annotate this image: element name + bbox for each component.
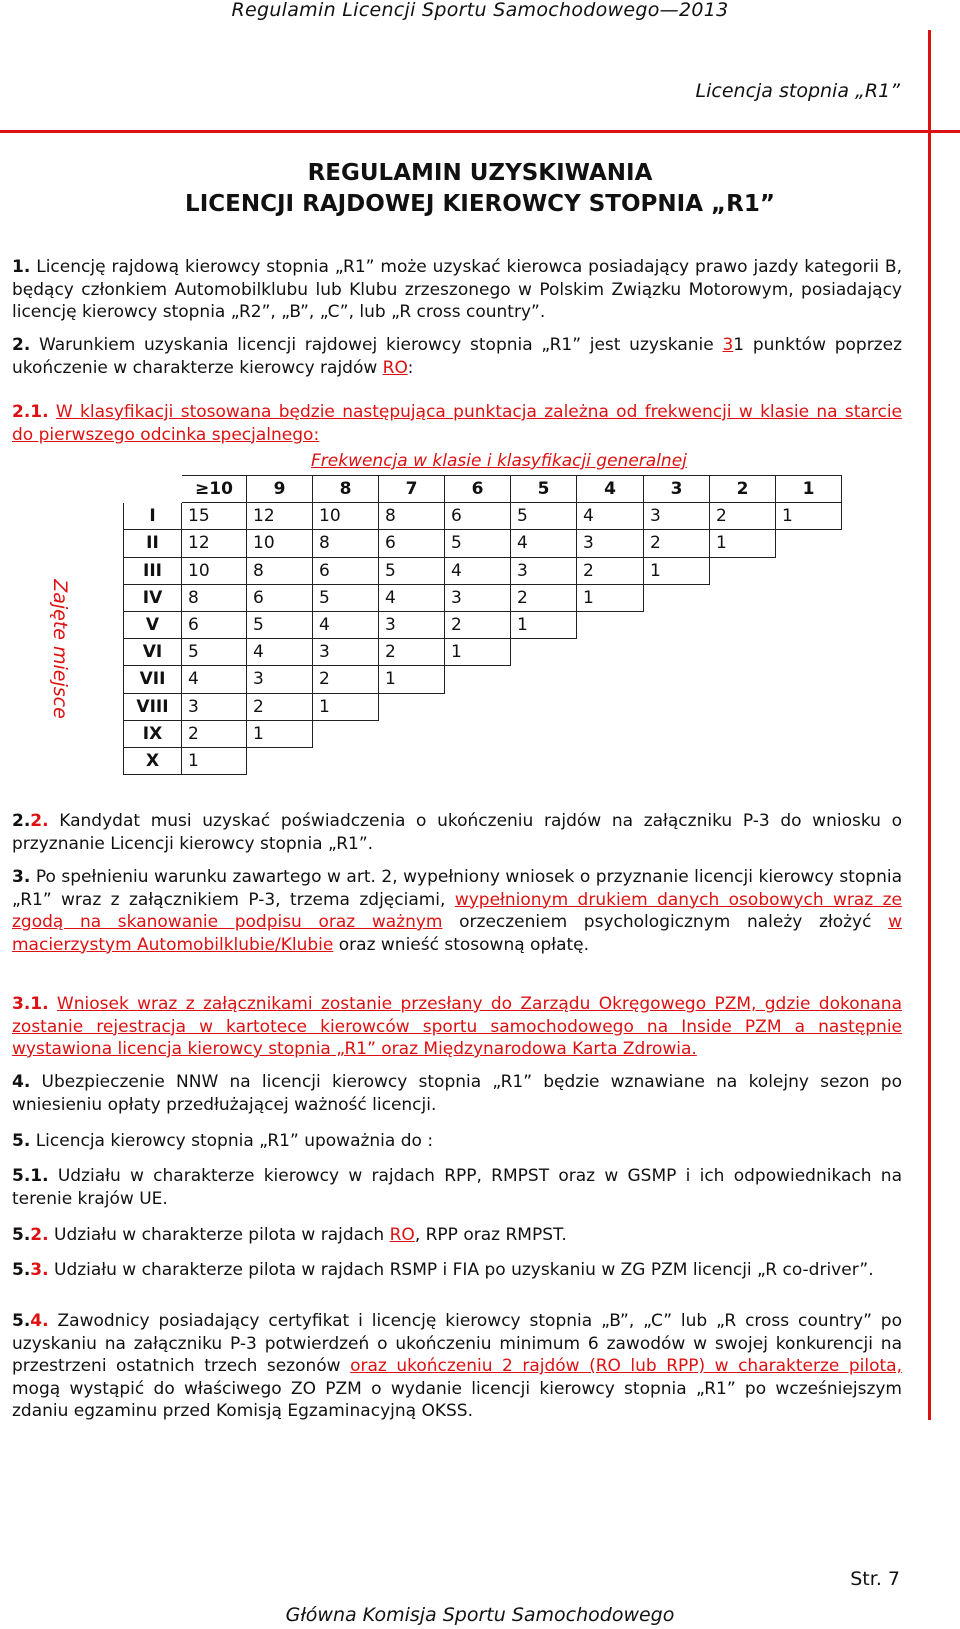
empty-cell bbox=[710, 557, 776, 584]
paragraph-text: Udziału w charakterze pilota w rajdach RSMP i FIA po uzyskaniu w ZG PZM licencji „R co-driver”. bbox=[54, 1260, 874, 1280]
table-cell: 5 bbox=[445, 530, 511, 557]
table-cell: 2 bbox=[379, 639, 445, 666]
table-header-cell: 7 bbox=[379, 476, 445, 503]
empty-cell bbox=[776, 557, 842, 584]
empty-cell bbox=[644, 611, 710, 638]
empty-cell bbox=[511, 666, 577, 693]
paragraph-5-2 bbox=[12, 1224, 902, 1247]
table-cell: 1 bbox=[313, 693, 379, 720]
club-highlight: w macierzystym Automobilklubie/Klubie bbox=[12, 912, 903, 955]
paragraph-5-4 bbox=[12, 1310, 902, 1423]
empty-cell bbox=[710, 747, 776, 774]
row-label: X bbox=[124, 747, 182, 774]
page-number: Str. 7 bbox=[850, 1568, 900, 1590]
empty-cell bbox=[776, 693, 842, 720]
paragraph-number: 1. bbox=[12, 257, 31, 277]
paragraph-number: 5.4. bbox=[12, 1311, 49, 1331]
row-label: VII bbox=[124, 666, 182, 693]
table-cell: 4 bbox=[247, 639, 313, 666]
table-cell: 2 bbox=[710, 503, 776, 530]
paragraph-number: 2.2. bbox=[12, 811, 49, 831]
table-corner bbox=[124, 476, 182, 503]
paragraph-text: Zawodnicy posiadający certyfikat i licencję kierowcy stopnia „B”, „C” lub „R cross country” po uzyskaniu na załączniku P-3 potwierdzeń o ukończeniu minimum 6 zawodów w swojej konkurencji na przestrzeni ostatnich trzech sezonów bbox=[12, 1311, 902, 1376]
table-cell: 4 bbox=[577, 503, 644, 530]
table-cell: 2 bbox=[577, 557, 644, 584]
table-caption: Frekwencja w klasie i klasyfikacji generalnej bbox=[311, 451, 687, 471]
paragraph-text-cont: orzeczeniem psychologicznym należy złożyć bbox=[442, 912, 889, 932]
empty-cell bbox=[577, 639, 644, 666]
table-cell: 8 bbox=[247, 557, 313, 584]
empty-cell bbox=[710, 639, 776, 666]
table-cell: 6 bbox=[313, 557, 379, 584]
table-header-cell: 8 bbox=[313, 476, 379, 503]
ro-highlight: RO bbox=[382, 357, 408, 378]
table-cell: 5 bbox=[379, 557, 445, 584]
empty-cell bbox=[313, 720, 379, 747]
row-label: IV bbox=[124, 584, 182, 611]
table-cell: 3 bbox=[445, 584, 511, 611]
table-cell: 4 bbox=[379, 584, 445, 611]
empty-cell bbox=[511, 693, 577, 720]
table-cell: 1 bbox=[644, 557, 710, 584]
table-cell: 4 bbox=[182, 666, 247, 693]
table-cell: 15 bbox=[182, 503, 247, 530]
table-cell: 6 bbox=[379, 530, 445, 557]
empty-cell bbox=[710, 666, 776, 693]
table-row bbox=[124, 747, 842, 774]
row-label: II bbox=[124, 530, 182, 557]
table-header-cell: 4 bbox=[577, 476, 644, 503]
personal-data-highlight: wypełnionym drukiem danych osobowych wraz ze zgodą na skanowanie podpisu oraz ważnym bbox=[12, 889, 902, 932]
table-side-label: Zajęte miejsce bbox=[49, 579, 71, 719]
empty-cell bbox=[577, 747, 644, 774]
table-cell: 8 bbox=[379, 503, 445, 530]
table-cell: 6 bbox=[445, 503, 511, 530]
table-cell: 1 bbox=[577, 584, 644, 611]
paragraph-text: Po spełnieniu warunku zawartego w art. 2, wypełniony wniosek o przyznanie licencji kierowcy stopnia „R1” wraz z załącznikiem P-3, trzema zdjęciami, bbox=[12, 867, 902, 910]
empty-cell bbox=[644, 639, 710, 666]
table-cell: 3 bbox=[577, 530, 644, 557]
table-cell: 3 bbox=[247, 666, 313, 693]
paragraph-text: Licencja kierowcy stopnia „R1” upoważnia do : bbox=[35, 1131, 434, 1151]
paragraph-number: 3. bbox=[12, 867, 31, 887]
empty-cell bbox=[511, 720, 577, 747]
table-header-cell: 5 bbox=[511, 476, 577, 503]
paragraph-text: Ubezpieczenie NNW na licencji kierowcy stopnia „R1” będzie wznawiane na kolejny sezon po wniesieniu opłaty przedłużającej ważność licencji. bbox=[12, 1072, 902, 1115]
license-level-header: Licencja stopnia „R1” bbox=[695, 80, 900, 102]
table-header-cell: ≥10 bbox=[182, 476, 247, 503]
empty-cell bbox=[644, 666, 710, 693]
empty-cell bbox=[379, 693, 445, 720]
running-header: Regulamin Licencji Sportu Samochodowego—2013 bbox=[231, 0, 729, 21]
table-cell: 3 bbox=[182, 693, 247, 720]
empty-cell bbox=[511, 639, 577, 666]
table-row bbox=[124, 503, 842, 530]
row-label: I bbox=[124, 503, 182, 530]
paragraph-number: 2. bbox=[12, 335, 31, 355]
table-cell: 1 bbox=[182, 747, 247, 774]
header-red-rule bbox=[0, 130, 960, 133]
empty-cell bbox=[776, 666, 842, 693]
empty-cell bbox=[511, 747, 577, 774]
paragraph-text: Warunkiem uzyskania licencji rajdowej kierowcy stopnia „R1” jest uzyskanie bbox=[39, 335, 723, 355]
empty-cell bbox=[710, 611, 776, 638]
paragraph-text: Kandydat musi uzyskać poświadczenia o ukończeniu rajdów na załączniku P-3 do wniosku o przyznanie Licencji kierowcy stopnia „R1”. bbox=[12, 811, 902, 854]
paragraph-text: Udziału w charakterze pilota w rajdach bbox=[54, 1225, 390, 1245]
paragraph-text: Licencję rajdową kierowcy stopnia „R1” może uzyskać kierowca posiadający prawo jazdy kategorii B, będący członkiem Automobilklubu lub Klubu zrzeszonego w Polskim Związku Motorowym, posiadający licencję kierowcy stopnia „R2”, „B”, „C”, lub „R cross country”. bbox=[12, 257, 903, 322]
empty-cell bbox=[577, 666, 644, 693]
table-cell: 2 bbox=[313, 666, 379, 693]
empty-cell bbox=[445, 720, 511, 747]
table-cell: 5 bbox=[247, 611, 313, 638]
empty-cell bbox=[710, 693, 776, 720]
table-row bbox=[124, 557, 842, 584]
table-cell: 2 bbox=[511, 584, 577, 611]
paragraph-text-cont: mogą wystąpić do właściwego ZO PZM o wydanie licencji kierowcy stopnia „R1” po wcześniejszym zdaniu egzaminu przed Komisją Egzaminacyjną OKSS. bbox=[12, 1378, 902, 1421]
paragraph-2-2 bbox=[12, 810, 902, 855]
paragraph-text-end: oraz wnieść stosowną opłatę. bbox=[333, 934, 590, 955]
paragraph-2 bbox=[12, 334, 902, 379]
table-cell: 5 bbox=[182, 639, 247, 666]
paragraph-3 bbox=[12, 866, 902, 956]
table-row bbox=[124, 720, 842, 747]
row-label: IX bbox=[124, 720, 182, 747]
table-row bbox=[124, 530, 842, 557]
empty-cell bbox=[644, 747, 710, 774]
paragraph-number: 5.3. bbox=[12, 1260, 49, 1280]
empty-cell bbox=[710, 584, 776, 611]
table-cell: 12 bbox=[182, 530, 247, 557]
table-cell: 5 bbox=[511, 503, 577, 530]
paragraph-number: 3.1. bbox=[12, 994, 49, 1014]
paragraph-text: Wniosek wraz z załącznikami zostanie przesłany do Zarządu Okręgowego PZM, gdzie dokonana zostanie rejestracja w kartotece kierowców sportu samochodowego na Inside PZM a następnie wystawiona licencja kierowcy stopnia „R1” oraz Międzynarodowa Karta Zdrowia. bbox=[12, 994, 903, 1059]
table-cell: 3 bbox=[511, 557, 577, 584]
table-cell: 5 bbox=[313, 584, 379, 611]
empty-cell bbox=[776, 584, 842, 611]
table-row bbox=[124, 584, 842, 611]
table-cell: 6 bbox=[182, 611, 247, 638]
paragraph-text: W klasyfikacji stosowana będzie następująca punktacja zależna od frekwencji w klasie na starcie do pierwszego odcinka specjalnego: bbox=[12, 402, 902, 445]
table-cell: 2 bbox=[445, 611, 511, 638]
table-cell: 3 bbox=[379, 611, 445, 638]
table-cell: 1 bbox=[776, 503, 842, 530]
paragraph-number: 2.1. bbox=[12, 402, 49, 422]
row-label: VIII bbox=[124, 693, 182, 720]
table-cell: 3 bbox=[313, 639, 379, 666]
paragraph-number: 5. bbox=[12, 1131, 31, 1151]
table-header-row bbox=[124, 476, 842, 503]
empty-cell bbox=[445, 666, 511, 693]
right-red-rule bbox=[928, 30, 931, 1420]
running-footer: Główna Komisja Sportu Samochodowego bbox=[285, 1604, 675, 1626]
empty-cell bbox=[776, 530, 842, 557]
document-title bbox=[0, 158, 960, 220]
table-row bbox=[124, 639, 842, 666]
table-cell: 10 bbox=[182, 557, 247, 584]
paragraph-5-1 bbox=[12, 1165, 902, 1210]
paragraph-text: Udziału w charakterze kierowcy w rajdach RPP, RMPST oraz w GSMP i ich odpowiednikach na terenie krajów UE. bbox=[12, 1166, 902, 1209]
table-header-cell: 9 bbox=[247, 476, 313, 503]
table-cell: 4 bbox=[313, 611, 379, 638]
empty-cell bbox=[577, 720, 644, 747]
pilot-highlight: oraz ukończeniu 2 rajdów (RO lub RPP) w charakterze pilota, bbox=[350, 1356, 902, 1376]
table-cell: 2 bbox=[644, 530, 710, 557]
empty-cell bbox=[710, 720, 776, 747]
table-cell: 1 bbox=[445, 639, 511, 666]
empty-cell bbox=[379, 747, 445, 774]
paragraph-5-3 bbox=[12, 1259, 902, 1282]
table-cell: 4 bbox=[445, 557, 511, 584]
table-cell: 10 bbox=[247, 530, 313, 557]
table-cell: 10 bbox=[313, 503, 379, 530]
empty-cell bbox=[445, 693, 511, 720]
points-table bbox=[123, 475, 842, 775]
empty-cell bbox=[644, 693, 710, 720]
table-cell: 4 bbox=[511, 530, 577, 557]
empty-cell bbox=[445, 747, 511, 774]
table-cell: 1 bbox=[379, 666, 445, 693]
colon: : bbox=[407, 357, 414, 378]
paragraph-number: 5.1. bbox=[12, 1166, 49, 1186]
paragraph-text-cont: , RPP oraz RMPST. bbox=[414, 1225, 567, 1245]
empty-cell bbox=[247, 747, 313, 774]
empty-cell bbox=[776, 639, 842, 666]
table-cell: 1 bbox=[247, 720, 313, 747]
table-cell: 2 bbox=[247, 693, 313, 720]
table-cell: 1 bbox=[511, 611, 577, 638]
empty-cell bbox=[644, 584, 710, 611]
empty-cell bbox=[577, 693, 644, 720]
empty-cell bbox=[644, 720, 710, 747]
paragraph-3-1 bbox=[12, 993, 902, 1061]
paragraph-text-cont: 1 punktów poprzez ukończenie w charakterze kierowcy rajdów bbox=[12, 335, 902, 378]
row-label: VI bbox=[124, 639, 182, 666]
paragraph-4 bbox=[12, 1071, 902, 1116]
table-header-cell: 3 bbox=[644, 476, 710, 503]
table-cell: 2 bbox=[182, 720, 247, 747]
title-line-2: LICENCJI RAJDOWEJ KIEROWCY STOPNIA „R1” bbox=[185, 191, 775, 217]
empty-cell bbox=[577, 611, 644, 638]
ro-highlight: RO bbox=[389, 1225, 415, 1245]
table-row bbox=[124, 693, 842, 720]
table-cell: 8 bbox=[182, 584, 247, 611]
paragraph-number: 5.2. bbox=[12, 1225, 49, 1245]
paragraph-5 bbox=[12, 1130, 902, 1153]
paragraph-1 bbox=[12, 256, 902, 324]
table-row bbox=[124, 666, 842, 693]
table-header-cell: 6 bbox=[445, 476, 511, 503]
highlight-digit: 3 bbox=[722, 335, 734, 355]
title-line-1: REGULAMIN UZYSKIWANIA bbox=[307, 160, 653, 186]
table-cell: 12 bbox=[247, 503, 313, 530]
row-label: III bbox=[124, 557, 182, 584]
empty-cell bbox=[313, 747, 379, 774]
paragraph-2-1 bbox=[12, 401, 902, 446]
empty-cell bbox=[776, 611, 842, 638]
table-cell: 3 bbox=[644, 503, 710, 530]
empty-cell bbox=[379, 720, 445, 747]
empty-cell bbox=[776, 747, 842, 774]
table-cell: 1 bbox=[710, 530, 776, 557]
table-header-cell: 1 bbox=[776, 476, 842, 503]
row-label: V bbox=[124, 611, 182, 638]
table-cell: 8 bbox=[313, 530, 379, 557]
table-row bbox=[124, 611, 842, 638]
paragraph-number: 4. bbox=[12, 1072, 31, 1092]
empty-cell bbox=[776, 720, 842, 747]
table-cell: 6 bbox=[247, 584, 313, 611]
table-header-cell: 2 bbox=[710, 476, 776, 503]
